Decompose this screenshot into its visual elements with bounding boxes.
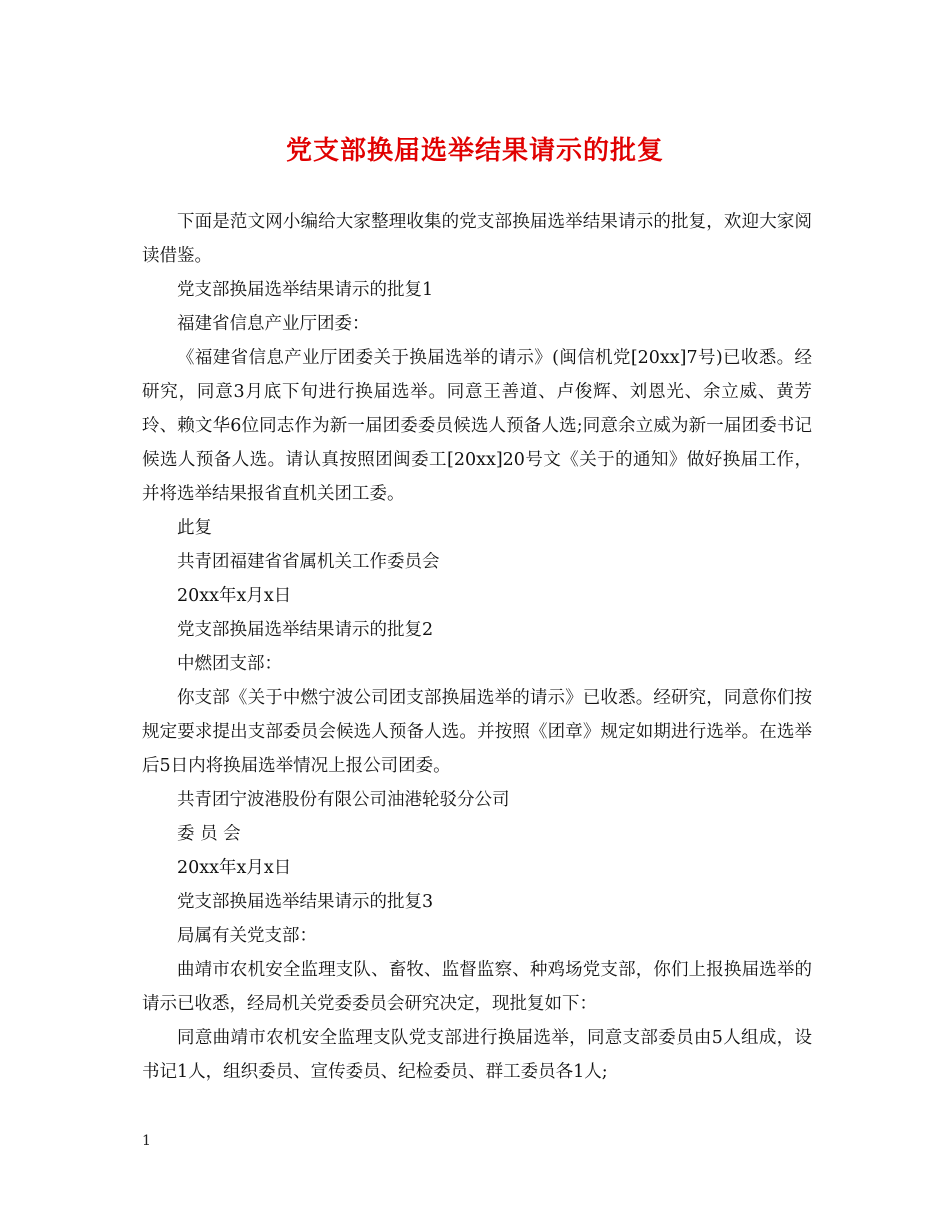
section-heading-2: 党支部换届选举结果请示的批复2 xyxy=(177,620,434,640)
body-paragraph-2: 你支部《关于中燃宁波公司团支部换届选举的请示》已收悉。经研究，同意你们按规定要求提出支部委员会候选人预备人选。并按照《团章》规定如期进行选举。在选举后5日内将换届选举情况上报公司团委。 xyxy=(142,688,812,776)
signature-committee-2: 委 员 会 xyxy=(177,824,241,844)
signature-date-2: 20xx年x月x日 xyxy=(177,858,292,878)
salutation-1: 福建省信息产业厅团委： xyxy=(177,314,370,334)
signature-date-1: 20xx年x月x日 xyxy=(177,586,292,606)
page-number: 1 xyxy=(142,1133,151,1149)
document-title: 党支部换届选举结果请示的批复 xyxy=(285,136,664,166)
section-heading-1: 党支部换届选举结果请示的批复1 xyxy=(177,280,434,300)
section-heading-3: 党支部换届选举结果请示的批复3 xyxy=(177,892,434,912)
intro-paragraph: 下面是范文网小编给大家整理收集的党支部换届选举结果请示的批复，欢迎大家阅读借鉴。 xyxy=(142,212,812,266)
signature-org-2: 共青团宁波港股份有限公司油港轮驳分公司 xyxy=(177,790,510,810)
closing-1: 此复 xyxy=(177,518,212,538)
body-paragraph-3a: 曲靖市农机安全监理支队、畜牧、监督监察、种鸡场党支部，你们上报换届选举的请示已收悉，经局机关党委委员会研究决定，现批复如下： xyxy=(142,960,812,1014)
signature-org-1: 共青团福建省省属机关工作委员会 xyxy=(177,552,440,572)
body-paragraph-3b: 同意曲靖市农机安全监理支队党支部进行换届选举，同意支部委员由5人组成，设书记1人，组织委员、宣传委员、纪检委员、群工委员各1人; xyxy=(142,1028,812,1082)
salutation-3: 局属有关党支部： xyxy=(177,926,317,946)
document-body xyxy=(142,205,812,1089)
salutation-2: 中燃团支部： xyxy=(177,654,282,674)
body-paragraph-1: 《福建省信息产业厅团委关于换届选举的请示》(闽信机党[20xx]7号)已收悉。经研究，同意3月底下旬进行换届选举。同意王善道、卢俊辉、刘恩光、余立威、黄芳玲、赖文华6位同志作为新一届团委委员候选人预备人选;同意余立威为新一届团委书记候选人预备人选。请认真按照团闽委工[20xx]20号文《关于的通知》做好换届工作，并将选举结果报省直机关团工委。 xyxy=(142,348,812,504)
